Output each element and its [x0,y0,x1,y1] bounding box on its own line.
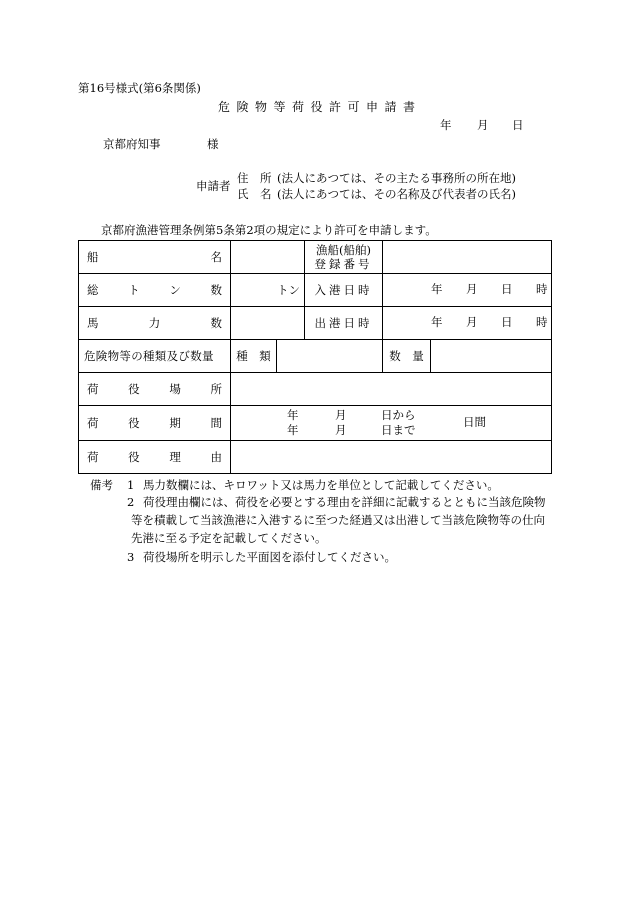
label-char: 荷 [87,382,99,396]
reason-label [79,441,231,474]
row-ship-name [79,241,552,274]
form-title: 危険物等荷役許可申請書 [218,100,422,114]
label-char: 役 [128,382,140,396]
honorific: 様 [207,137,219,151]
horsepower-value[interactable] [231,307,305,340]
period-to-year: 年 [287,423,299,437]
application-table [78,240,552,474]
ship-name-text [87,249,222,265]
label-char: 理 [169,450,181,464]
row-horsepower [79,307,552,340]
horsepower-label [79,307,231,340]
location-value[interactable] [231,373,552,406]
quantity-value[interactable] [431,340,552,373]
registration-value[interactable] [383,241,552,274]
hazmat-label: 危険物等の種類及び数量 [79,340,231,373]
location-label [79,373,231,406]
ship-name-label [79,241,231,274]
period-value[interactable] [231,406,552,441]
label-char: 荷 [87,416,99,430]
horsepower-text [87,315,222,331]
note-3-text: 荷役場所を明示した平面図を添付してください。 [143,550,396,564]
exit-year-unit: 年 [431,315,443,329]
row-reason [79,441,552,474]
note-2-line3: 先港に至る予定を記載してください。 [131,531,327,545]
period-to-day: 日まで [381,423,416,437]
note-1-number: 1 [127,478,135,492]
name-label: 氏 名 [237,187,272,201]
period-to-month: 月 [335,423,347,437]
period-from-year: 年 [287,408,299,422]
exit-hour-unit: 時 [536,315,548,329]
quantity-label: 数 量 [383,340,431,373]
label-char: 荷 [87,450,99,464]
label-char: 役 [128,416,140,430]
entry-year-unit: 年 [431,282,443,296]
location-text [87,381,222,397]
label-char: ト [128,283,140,297]
entry-datetime-value[interactable] [383,274,552,307]
row-location [79,373,552,406]
label-char: 総 [87,283,99,297]
label-char: 役 [128,450,140,464]
applicant-label: 申請者 [196,179,231,193]
period-from-month: 月 [335,408,347,422]
label-char: ン [169,283,181,297]
period-from-day: 日から [381,408,416,422]
address-label: 住 所 [237,171,272,185]
ship-name-value[interactable] [231,241,305,274]
registration-label [305,241,383,274]
label-char: 期 [169,416,181,430]
note-1-text: 馬力数欄には、キロワット又は馬力を単位として記載してください。 [143,478,499,492]
label-char: 由 [210,450,222,464]
exit-month-unit: 月 [466,315,478,329]
exit-datetime-value[interactable] [383,307,552,340]
label-char: 数 [210,316,222,330]
intro-statement: 京都府漁港管理条例第5条第2項の規定により許可を申請します。 [101,223,437,237]
row-period [79,406,552,441]
kind-value[interactable] [277,340,383,373]
address-note: (法人にあつては、その主たる事務所の所在地) [277,171,516,185]
note-3-number: 3 [127,550,135,564]
addressee: 京都府知事 [103,137,161,151]
label-char: 場 [169,382,181,396]
entry-day-unit: 日 [501,282,513,296]
reason-value[interactable] [231,441,552,474]
label-char: 数 [210,283,222,297]
label-char: 間 [210,416,222,430]
label-char: 馬 [87,316,99,330]
form-number: 第16号様式(第6条関係) [78,81,201,95]
reason-text [87,449,222,465]
ton-unit: トン [277,283,300,297]
period-text [87,415,222,431]
tonnage-label [79,274,231,307]
exit-day-unit: 日 [501,315,513,329]
tonnage-value[interactable] [231,274,305,307]
note-2-line2: 等を積載して当該漁港に入港するに至つた経過又は出港して当該危険物等の仕向 [131,513,545,527]
date-day-unit: 日 [512,118,524,132]
label-char: 力 [148,316,161,330]
row-hazmat [79,340,552,373]
notes-label: 備考 [90,478,113,492]
entry-month-unit: 月 [466,282,478,296]
label-char: 船 [87,250,99,264]
row-tonnage [79,274,552,307]
date-year-unit: 年 [440,118,452,132]
exit-datetime-label: 出港日時 [305,307,383,340]
registration-label-line1: 漁船(船舶) [316,242,371,257]
note-2-line1: 荷役理由欄には、荷役を必要とする理由を詳細に記載するとともに当該危険物 [143,495,546,509]
label-char: 名 [210,250,222,264]
kind-label: 種 類 [231,340,277,373]
label-char: 所 [210,382,222,396]
tonnage-text [87,282,222,298]
period-days: 日間 [463,415,486,429]
period-label [79,406,231,441]
note-2-number: 2 [127,495,135,509]
entry-datetime-label: 入港日時 [305,274,383,307]
name-note: (法人にあつては、その名称及び代表者の氏名) [277,187,516,201]
registration-label-line2: 登録番号 [314,257,373,271]
entry-hour-unit: 時 [536,282,548,296]
date-month-unit: 月 [477,118,489,132]
date-line [440,118,524,132]
